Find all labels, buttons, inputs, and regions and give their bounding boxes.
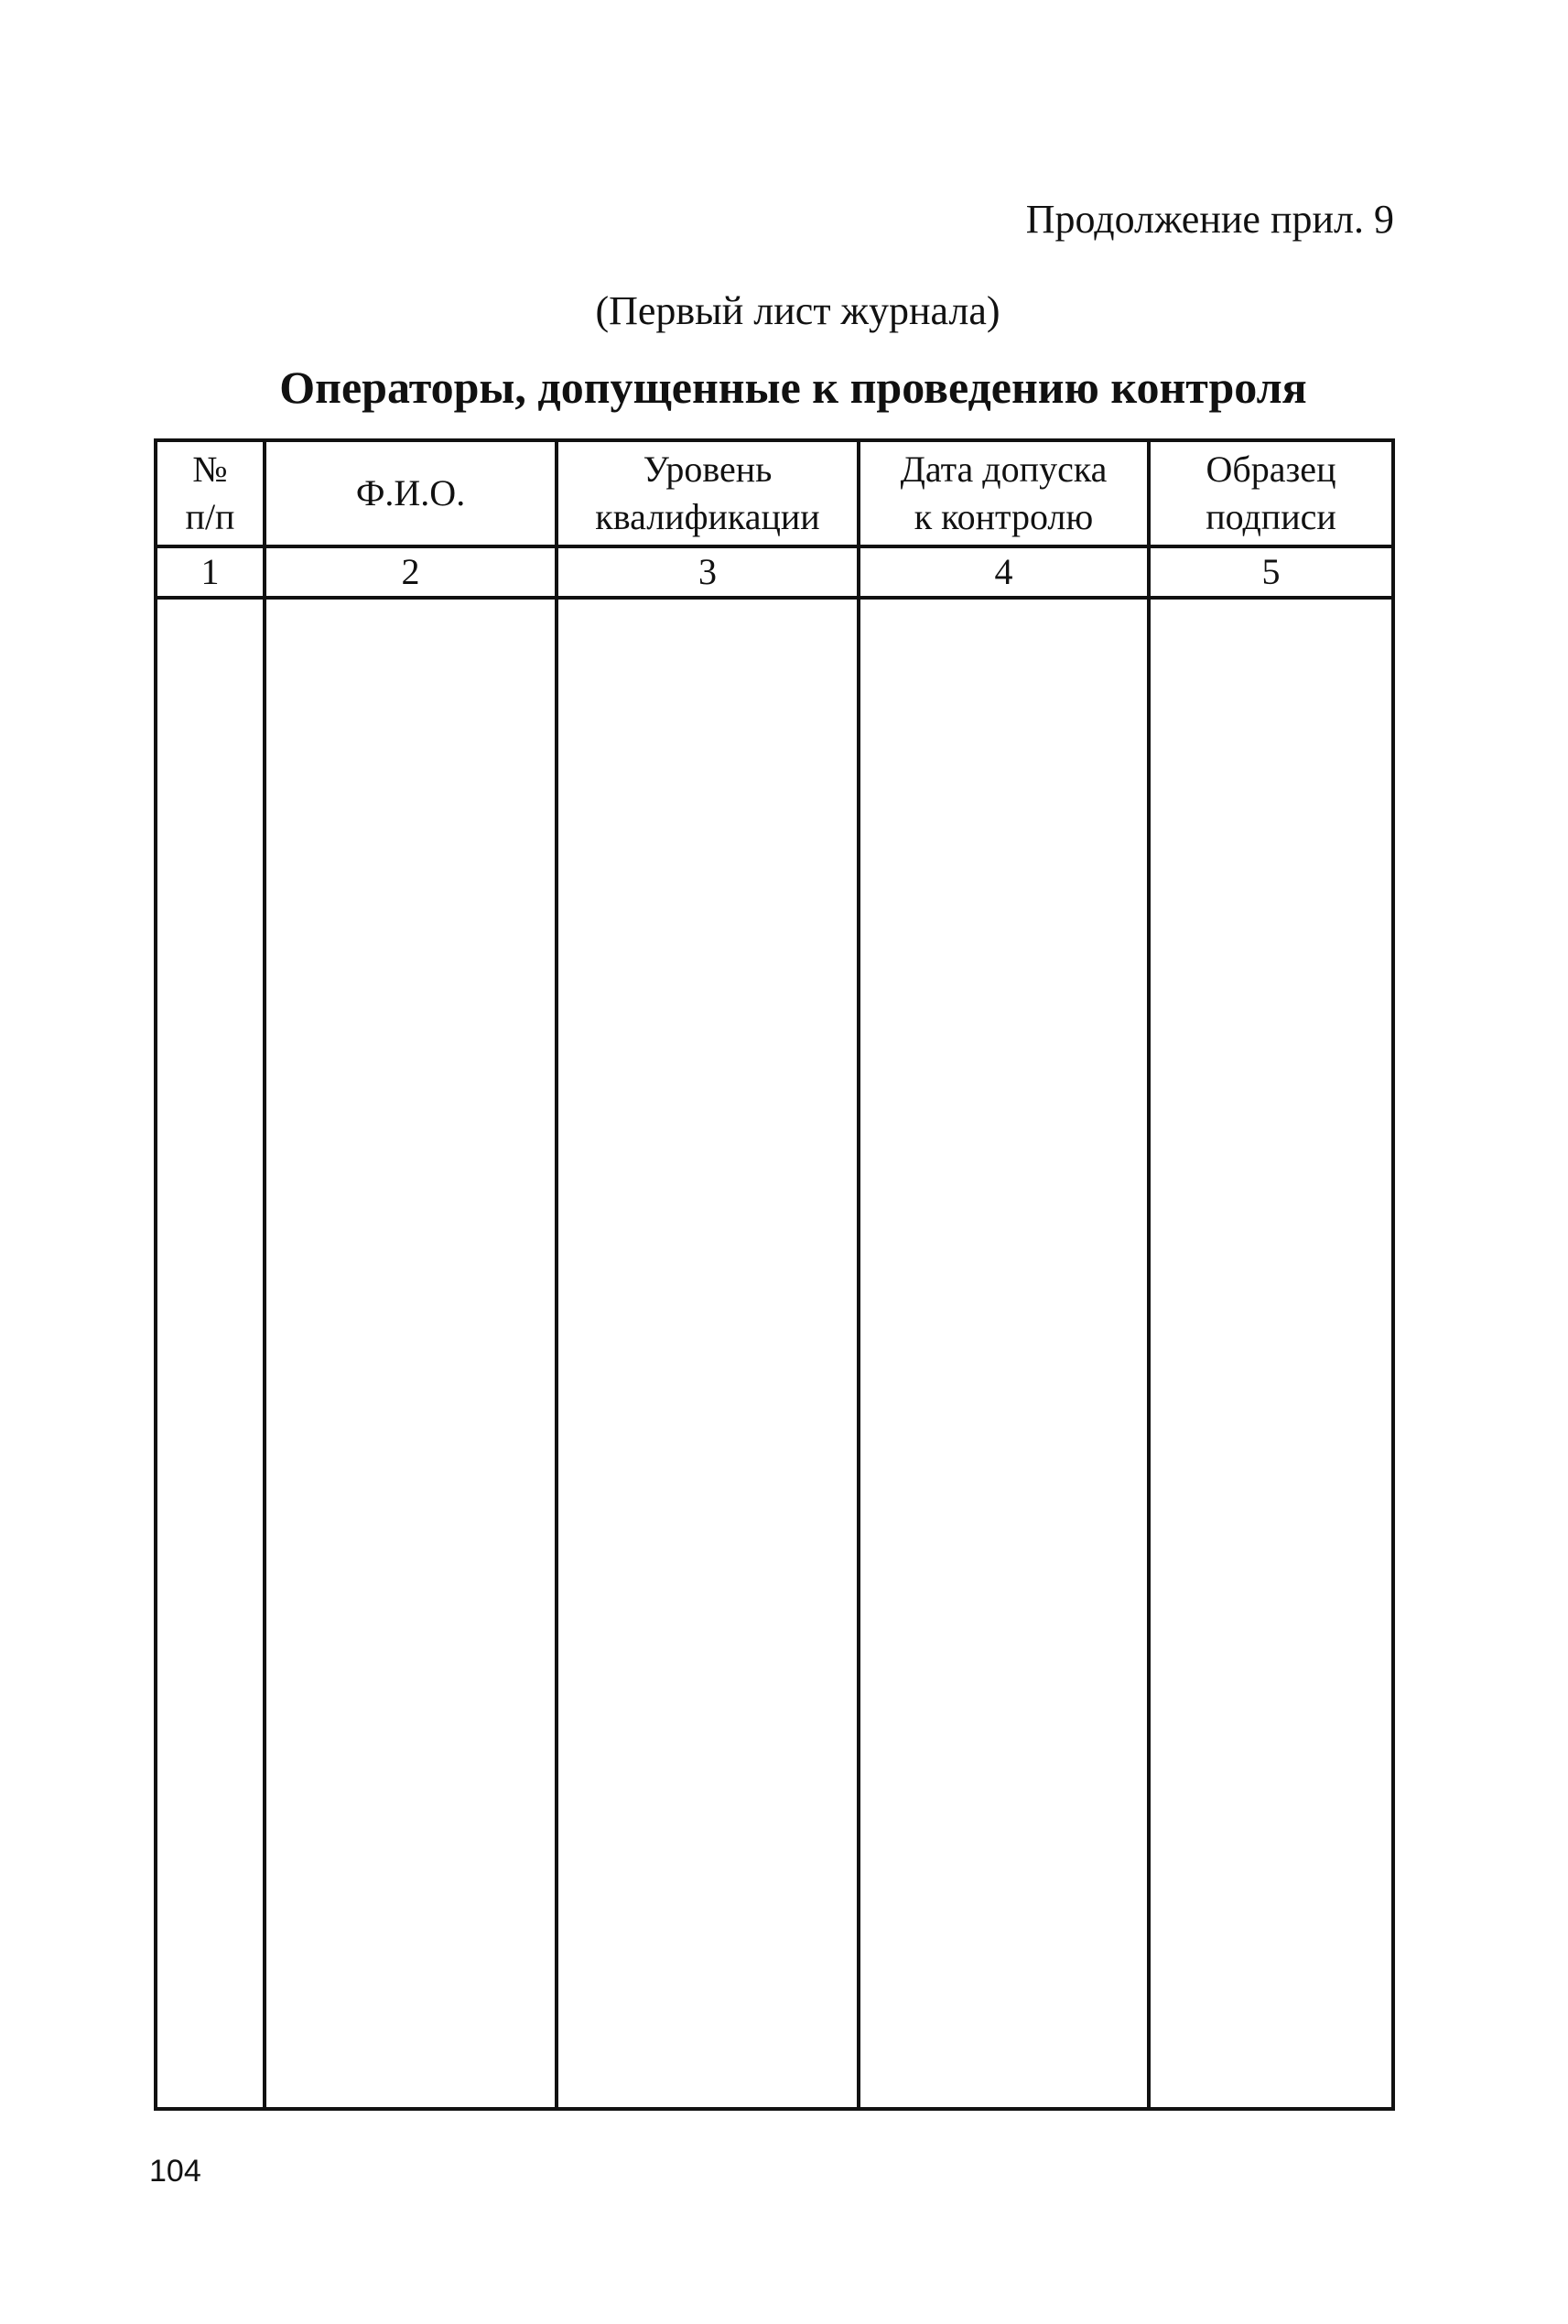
header-number-line-2: п/п — [185, 496, 235, 537]
body-cell-admission-date — [859, 598, 1149, 2109]
operators-table — [154, 438, 1395, 2111]
body-cell-number — [156, 598, 265, 2109]
page-title: Операторы, допущенные к проведению контроля — [279, 362, 1307, 413]
page-number: 104 — [149, 2154, 201, 2189]
column-number-4: 4 — [859, 546, 1149, 598]
header-cell-number — [156, 440, 265, 546]
column-number-5: 5 — [1149, 546, 1393, 598]
header-cell-admission-date — [859, 440, 1149, 546]
column-number-3: 3 — [557, 546, 859, 598]
table-column-numbers-row — [156, 546, 1393, 598]
header-number-line-1: № — [192, 449, 228, 490]
journal-subtitle: (Первый лист журнала) — [595, 288, 1000, 333]
header-admission-date-line-1: Дата допуска — [900, 449, 1108, 490]
continuation-label: Продолжение прил. 9 — [1025, 197, 1394, 242]
column-number-2: 2 — [265, 546, 557, 598]
table-header-row — [156, 440, 1393, 546]
header-signature-line-2: подписи — [1206, 496, 1336, 537]
body-cell-signature — [1149, 598, 1393, 2109]
header-cell-name — [265, 440, 557, 546]
column-number-1: 1 — [156, 546, 265, 598]
table-body-row — [156, 598, 1393, 2109]
header-admission-date-line-2: к контролю — [914, 496, 1094, 537]
body-cell-name — [265, 598, 557, 2109]
header-cell-qualification — [557, 440, 859, 546]
body-cell-qualification — [557, 598, 859, 2109]
header-name-line-1: Ф.И.О. — [355, 472, 466, 513]
header-qualification-line-2: квалификации — [595, 496, 820, 537]
header-signature-line-1: Образец — [1206, 449, 1336, 490]
header-qualification-line-1: Уровень — [643, 449, 773, 490]
header-cell-signature — [1149, 440, 1393, 546]
